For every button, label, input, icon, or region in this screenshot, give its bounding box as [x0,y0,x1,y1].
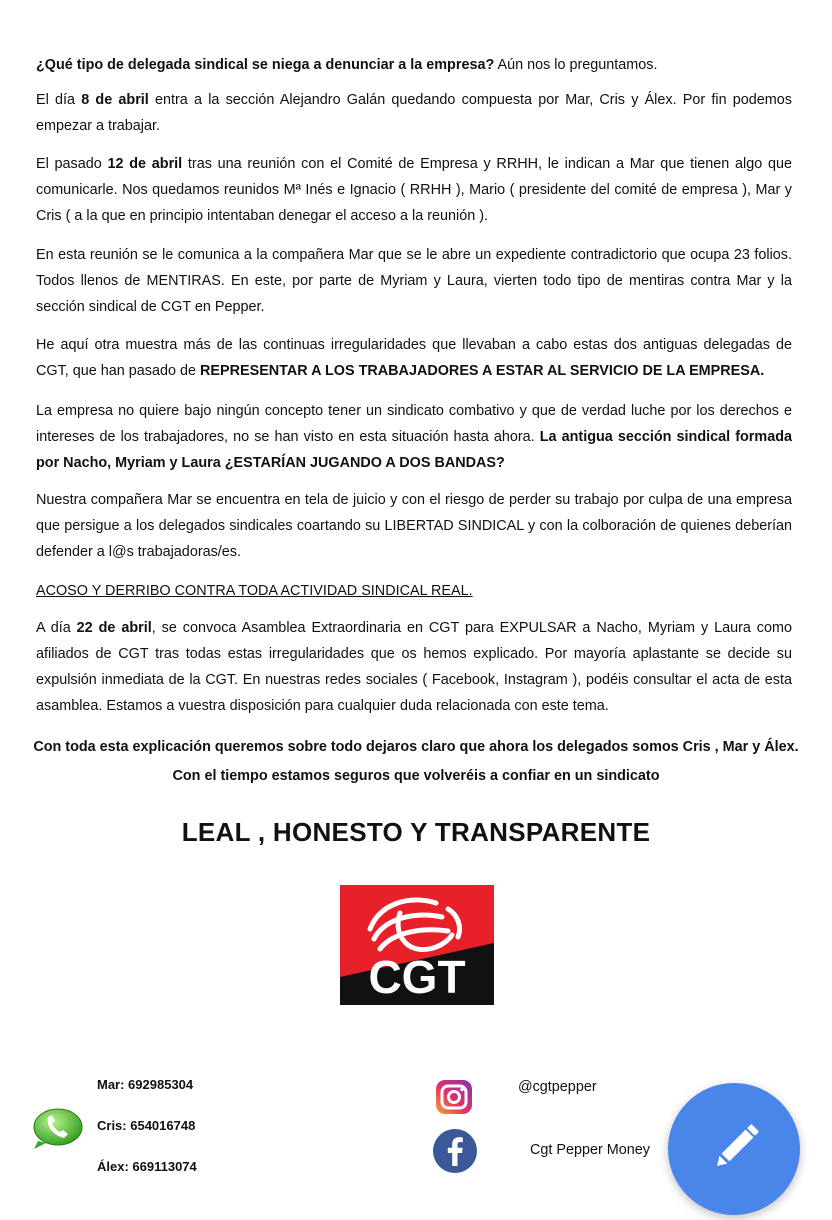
edit-button[interactable] [668,1083,800,1215]
contact-mar: Mar: 692985304 [97,1077,194,1092]
paragraph-4: En esta reunión se le comunica a la compañera Mar que se le abre un expediente contradictorio que ocupa 23 folios. Todos llenos de MENTIRAS. En este, por parte de Myriam y Laura, vierten todo tipo de mentiras contra Mar y la sección sindical de CGT en Pepper. [36,247,792,315]
facebook-icon[interactable] [432,1128,478,1174]
paragraph-5: He aquí otra muestra más de las continuas irregularidades que llevaban a cabo estas dos antiguas delegadas de CGT, que han pasado de REPRESENTAR A LOS TRABAJADORES A ESTAR AL SERVICIO DE LA EMPRESA. [36,337,792,379]
instagram-icon[interactable] [434,1078,474,1116]
logo-text: CGT [368,951,466,1003]
contact-cris: Cris: 654016748 [97,1118,196,1133]
instagram-handle[interactable]: @cgtpepper [518,1079,597,1095]
paragraph-2: El día 8 de abril entra a la sección Alejandro Galán quedando compuesta por Mar, Cris y Álex. Por fin podemos empezar a trabajar. [36,92,792,134]
closing-line-1: Con toda esta explicación queremos sobre todo dejaros claro que ahora los delegados somos Cris , Mar y Álex. [33,739,799,755]
phone-icon [30,1105,86,1151]
pencil-icon [668,1083,800,1215]
paragraph-7: Nuestra compañera Mar se encuentra en tela de juicio y con el riesgo de perder su trabajo por culpa de una empresa que persigue a los delegados sindicales coartando su LIBERTAD SINDICAL y con la colboración de quienes deberían defender a l@s trabajadoras/es. [36,492,792,560]
contact-alex: Álex: 669113074 [97,1159,197,1174]
facebook-page-name[interactable]: Cgt Pepper Money [530,1142,650,1158]
section-heading: ACOSO Y DERRIBO CONTRA TODA ACTIVIDAD SINDICAL REAL. [36,583,473,599]
paragraph-1: ¿Qué tipo de delegada sindical se niega a denunciar a la empresa? Aún nos lo preguntamos. [36,57,658,73]
closing-line-2: Con el tiempo estamos seguros que volveréis a confiar en un sindicato [172,768,660,784]
paragraph-6: La empresa no quiere bajo ningún concepto tener un sindicato combativo y que de verdad luche por los derechos e intereses de los trabajadores, no se han visto en esta situación hasta ahora. La antigua sección sindical formada por Nacho, Myriam y Laura ¿ESTARÍAN JUGANDO A DOS BANDAS? [36,403,792,471]
paragraph-3: El pasado 12 de abril tras una reunión con el Comité de Empresa y RRHH, le indican a Mar que tienen algo que comunicarle. Nos quedamos reunidos Mª Inés e Ignacio ( RRHH ), Mario ( presidente del comité de empresa ), Mar y Cris ( a la que en principio intentaban denegar el acceso a la reunión ). [36,156,792,224]
motto: LEAL , HONESTO Y TRANSPARENTE [181,817,651,847]
cgt-logo [340,885,494,1005]
paragraph-8: A día 22 de abril, se convoca Asamblea Extraordinaria en CGT para EXPULSAR a Nacho, Myriam y Laura como afiliados de CGT tras todas estas irregularidades que os hemos explicado. Por mayoría aplastante se decide su expulsión inmediata de la CGT. En nuestras redes sociales ( Facebook, Instagram ), podéis consultar el acta de esta asamblea. Estamos a vuestra disposición para cualquier duda relacionada con este tema. [36,620,792,714]
